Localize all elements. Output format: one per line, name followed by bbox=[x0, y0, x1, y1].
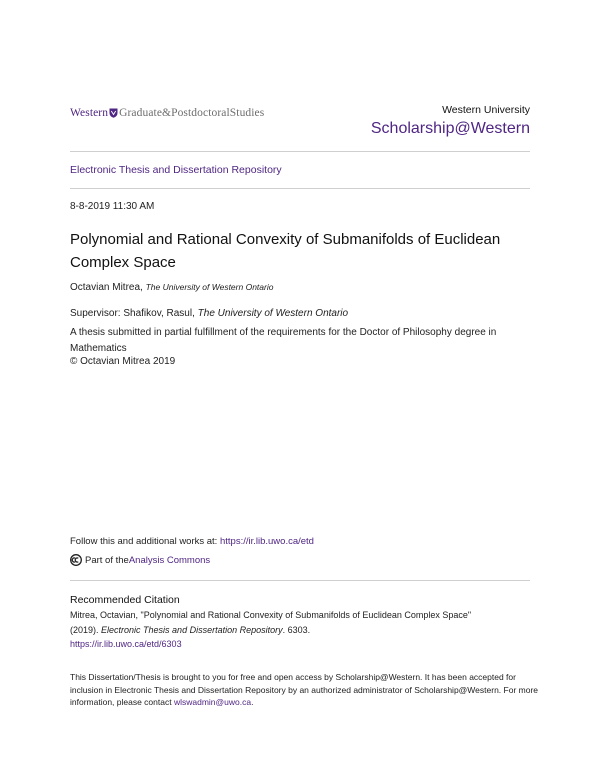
supervisor-name: Supervisor: Shafikov, Rasul, bbox=[70, 308, 195, 319]
university-name: Western University bbox=[442, 104, 530, 116]
citation-repository: Electronic Thesis and Dissertation Repository bbox=[101, 624, 283, 635]
western-gps-logo[interactable] bbox=[70, 107, 264, 119]
repository-divider bbox=[70, 188, 530, 189]
part-of-text: Part of the bbox=[85, 554, 129, 566]
footer-text: This Dissertation/Thesis is brought to you for free and open access by Scholarship@Western. It has been accepted for inclusion in Electronic Thesis and Dissertation Repository by an authorized administrator of Scholarship@Western. For more information, please contact bbox=[70, 672, 538, 707]
citation-url-link[interactable]: https://ir.lib.uwo.ca/etd/6303 bbox=[70, 639, 182, 649]
recommended-citation-heading: Recommended Citation bbox=[70, 594, 180, 606]
submission-date: 8-8-2019 11:30 AM bbox=[70, 201, 155, 212]
supervisor-affiliation: The University of Western Ontario bbox=[197, 308, 349, 319]
author-name: Octavian Mitrea, bbox=[70, 282, 143, 293]
repository-link[interactable]: Electronic Thesis and Dissertation Repository bbox=[70, 164, 282, 176]
logo-gps-text: Graduate&PostdoctoralStudies bbox=[119, 107, 265, 119]
footer-notice bbox=[70, 671, 540, 709]
thesis-title: Polynomial and Rational Convexity of Submanifolds of Euclidean Complex Space bbox=[70, 231, 501, 271]
author-line bbox=[70, 282, 273, 293]
thesis-statement: A thesis submitted in partial fulfillment of the requirements for the Doctor of Philosophy degree in Mathematics bbox=[70, 327, 497, 354]
header-divider bbox=[70, 151, 530, 152]
copyright: © Octavian Mitrea 2019 bbox=[70, 356, 176, 367]
contact-email-link[interactable]: wlswadmin@uwo.ca bbox=[173, 697, 252, 707]
follow-url-link[interactable]: https://ir.lib.uwo.ca/etd bbox=[219, 536, 314, 547]
western-crest-icon bbox=[109, 108, 118, 118]
author-affiliation: The University of Western Ontario bbox=[145, 282, 274, 292]
part-of-line bbox=[70, 554, 210, 566]
recommended-citation bbox=[70, 608, 540, 652]
footer-end: . bbox=[251, 697, 254, 707]
creative-commons-icon bbox=[70, 554, 82, 566]
scholarship-western-brand[interactable]: Scholarship@Western bbox=[370, 120, 530, 137]
supervisor-line bbox=[70, 308, 348, 319]
follow-text: Follow this and additional works at: bbox=[70, 536, 220, 547]
logo-western-text: Western bbox=[70, 107, 109, 119]
follow-line bbox=[70, 536, 314, 547]
citation-year: (2019). bbox=[70, 624, 102, 635]
citation-number: . 6303. bbox=[282, 624, 311, 635]
citation-line1: Mitrea, Octavian, "Polynomial and Rational Convexity of Submanifolds of Euclidean Complex Space" bbox=[70, 610, 472, 620]
citation-divider bbox=[70, 580, 530, 581]
analysis-commons-link[interactable]: Analysis Commons bbox=[128, 554, 211, 566]
